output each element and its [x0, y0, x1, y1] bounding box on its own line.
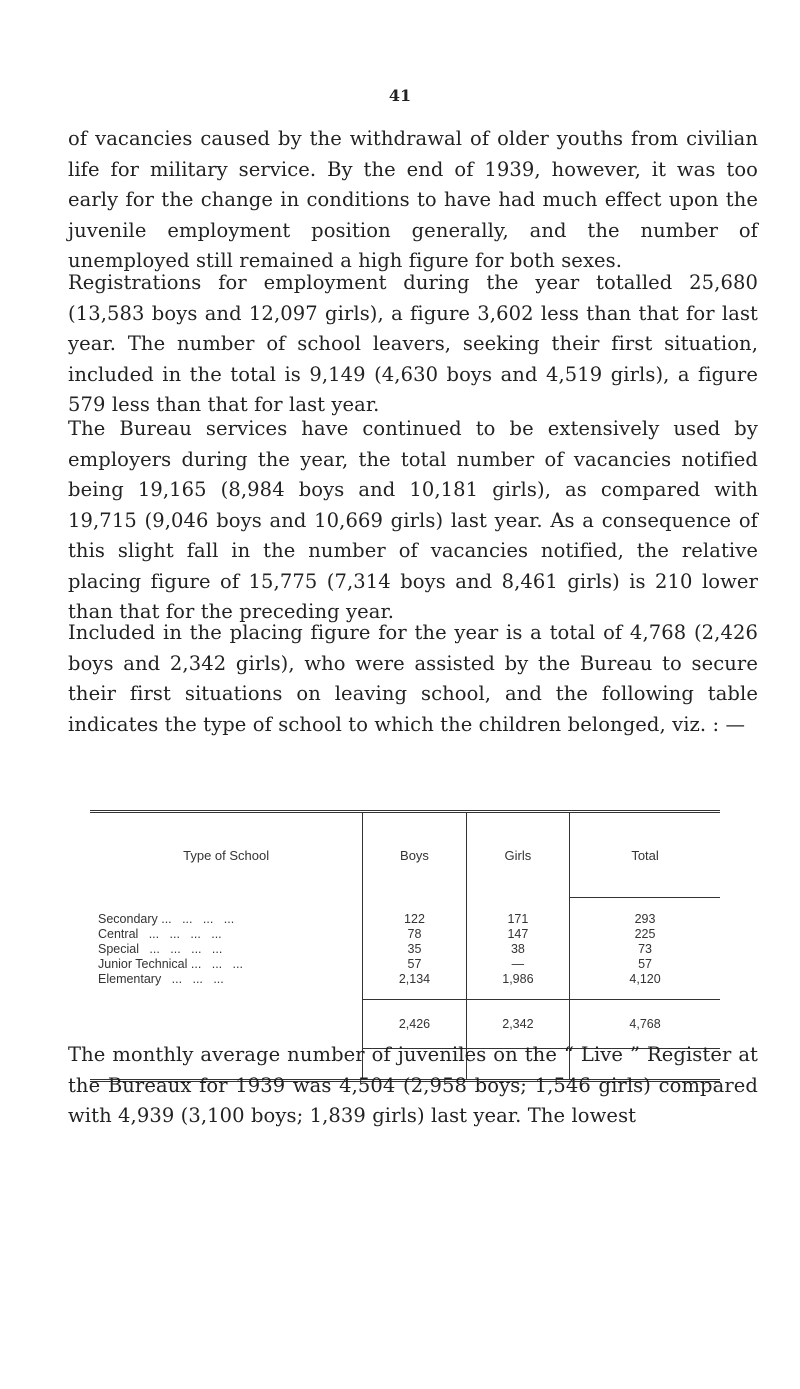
paragraph-4: Included in the placing figure for the year is a total of 4,768 (2,426 boys and 2,342 girls), who were assisted by the Bureau to secure their first situations on leaving school, and the following table indicates the type of school to which the children belonged, viz. : — [68, 621, 758, 736]
row-type: Elementary ... ... ... [98, 972, 224, 987]
header-type: Type of School [183, 847, 270, 863]
table-header-row [90, 813, 720, 898]
row-type: Secondary ... ... ... ... [98, 911, 235, 926]
row-total: 57 [570, 957, 720, 972]
row-girls: 1,986 [466, 972, 569, 1000]
table-row [90, 942, 720, 957]
row-total: 73 [570, 942, 720, 957]
paragraph-2: Registrations for employment during the year totalled 25,680 (13,583 boys and 12,097 girls), a figure 3,602 less than that for last year. The number of school leavers, seeking their first situation, included in the total is 9,149 (4,630 boys and 4,519 girls), a figure 579 less than that for last year. [68, 271, 758, 416]
paragraph-3: The Bureau services have continued to be extensively used by employers during the year, the total number of vacancies notified being 19,165 (8,984 boys and 10,181 girls), as compared with 19,715 (9,046 boys and 10,669 girls) last year. As a consequence of this slight fall in the number of vacancies notified, the relative placing figure of 15,775 (7,314 boys and 8,461 girls) is 210 lower than that for the preceding year. [68, 417, 758, 623]
row-boys: 2,134 [363, 972, 466, 1000]
table-row [90, 898, 720, 928]
row-boys: 57 [363, 957, 466, 972]
row-type: Central ... ... ... ... [98, 927, 222, 941]
page-number: 41 [388, 86, 412, 105]
row-boys: 122 [363, 898, 466, 928]
row-boys: 78 [363, 927, 466, 942]
row-girls: 171 [466, 898, 569, 928]
row-girls: — [466, 957, 569, 972]
row-boys: 35 [363, 942, 466, 957]
header-girls: Girls [466, 813, 569, 898]
row-total: 293 [570, 898, 720, 928]
totals-boys: 2,426 [363, 1000, 466, 1049]
header-total: Total [570, 813, 720, 898]
row-girls: 147 [466, 927, 569, 942]
totals-total: 4,768 [570, 1000, 720, 1049]
table-row [90, 927, 720, 942]
row-type: Junior Technical ... ... ... [98, 957, 243, 971]
table-row [90, 972, 720, 1000]
table-row [90, 957, 720, 972]
paragraph-5: The monthly average number of juveniles on the “ Live ” Register at the Bureaux for 1939 was 4,504 (2,958 boys; 1,546 girls) compared with 4,939 (3,100 boys; 1,839 girls) last year. The lowest [68, 1043, 758, 1127]
paragraph-1: of vacancies caused by the withdrawal of older youths from civilian life for military service. By the end of 1939, however, it was too early for the change in conditions to have had much effect upon the juvenile employment position generally, and the number of unemployed still remained a high figure for both sexes. [68, 127, 758, 272]
header-boys: Boys [363, 813, 466, 898]
row-girls: 38 [466, 942, 569, 957]
row-total: 4,120 [570, 972, 720, 1000]
row-total: 225 [570, 927, 720, 942]
totals-girls: 2,342 [466, 1000, 569, 1049]
row-type: Special ... ... ... ... [98, 942, 223, 956]
